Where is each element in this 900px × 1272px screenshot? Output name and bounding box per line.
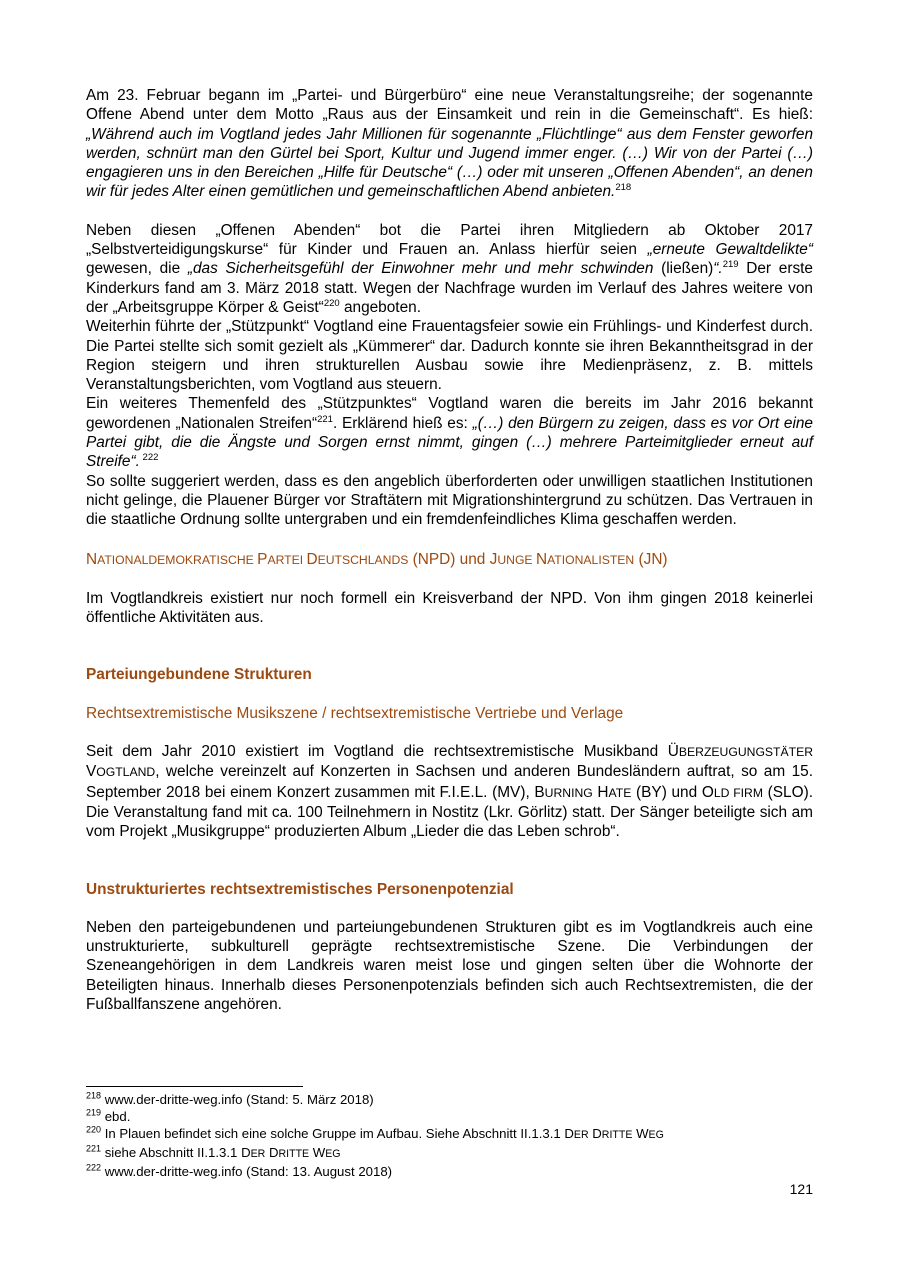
paragraph-text: angeboten. [339, 298, 421, 316]
paragraph-text: Am 23. Februar begann im „Partei- und Bürgerbüro“ eine neue Veranstaltungsreihe; der sogenannte Offene Abend unter dem Motto „Raus aus der Einsamkeit und rein in die Gemeinschaft“. Es hieß: [86, 87, 813, 124]
paragraph-frauentag: Weiterhin führte der „Stützpunkt“ Vogtland eine Frauentagsfeier sowie ein Frühlings- und Kinderfest durch. Die Partei stellte sich somit gezielt als „Kümmerer“ dar. Dadurch konnte sie ihren Bekanntheitsgrad in der Region steigern und ihren strukturellen Ausbau sowie ihre Medienpräsenz, z. B. mittels Veranstaltungsberichten, vom Vogtland aus steuern. [86, 318, 813, 394]
quote-text: “. [713, 260, 723, 278]
page-number: 121 [789, 1181, 813, 1197]
paragraph-selbstverteidigung [86, 221, 813, 317]
footnote-ref-221[interactable]: 221 [317, 413, 333, 425]
document-body [86, 86, 813, 1014]
quote-text: „(…) den Bürgern zu zeigen, dass es vor Ort eine Partei gibt, die die Ängste und Sorgen ernst nimmt, gingen (…) mehrere Parteimitglieder erneut auf Streife“. [86, 414, 813, 471]
paragraph-text: Neben diesen „Offenen Abenden“ bot die Partei ihren Mitgliedern ab Oktober 2017 „Selbstverteidigungskurse“ für Kinder und Frauen an. Anlass hierfür seien [86, 221, 813, 259]
footnote-ref-222[interactable]: 222 [139, 452, 159, 464]
footnote-219: $^{219}$ ebd. [86, 1107, 131, 1124]
section-heading-npd: NATIONALDEMOKRATISCHE PARTEI DEUTSCHLANDS (NPD) und JUNGE NATIONALISTEN (JN) [86, 550, 668, 568]
footnote-ref-220[interactable]: 220 [323, 297, 340, 309]
footnote-218: $^{218}$ www.der-dritte-weg.info (Stand: 5. März 2018) [86, 1090, 374, 1107]
paragraph-offener-abend [86, 86, 813, 202]
paragraph-unstrukturiert: Neben den parteigebundenen und parteiungebundenen Strukturen gibt es im Vogtlandkreis auch eine unstrukturierte, subkulturell geprägte rechtsextremistische Szene. Die Verbindungen der Szeneangehörigen in dem Landkreis waren meist lose und gingen selten über die Wohnorte der Beteiligten hinaus. Innerhalb dieses Personenpotenzials befinden sich auch Rechtsextremisten, die der Fußballfanszene angehören. [86, 918, 813, 1013]
paragraph-streifen [86, 394, 813, 471]
paragraph-text: Ein weiteres Themenfeld des „Stützpunktes“ Vogtland waren die bereits im Jahr 2016 bekannt gewordenen „Nationalen Streifen“ [86, 395, 813, 432]
paragraph-musikband: Seit dem Jahr 2010 existiert im Vogtland die rechtsextremistische Musikband ÜBERZEUGUNGSTÄTER VOGTLAND, welche vereinzelt auf Konzerten in Sachsen und anderen Bundesländern auftrat, so am 15. September 2018 bei einem Konzert zusammen mit F.I.E.L. (MV), BURNING HATE (BY) und OLD FIRM (SLO). Die Veranstaltung fand mit ca. 100 Teilnehmern in Nostitz (Lkr. Görlitz) statt. Der Sänger beteiligte sich am vom Projekt „Musikgruppe“ produzierten Album „Lieder die das Leben schrob“. [86, 743, 813, 841]
quote-text: „erneute Gewaltdelikte“ [647, 241, 813, 259]
section-heading-parteiungebunden: Parteiungebundene Strukturen [86, 666, 312, 684]
paragraph-npd: Im Vogtlandkreis existiert nur noch formell ein Kreisverband der NPD. Von ihm gingen 2018 keinerlei öffentliche Aktivitäten aus. [86, 589, 813, 627]
footnote-ref-219[interactable]: 219 [722, 259, 739, 271]
quote-text: „das Sicherheitsgefühl der Einwohner mehr und mehr schwinden [187, 260, 654, 278]
paragraph-suggeriert: So sollte suggeriert werden, dass es den angeblich überforderten oder unwilligen staatlichen Institutionen nicht gelinge, die Plauener Bürger vor Straftätern mit Migrationshintergrund zu schützen. Das Vertrauen in die staatliche Ordnung sollte untergraben und ein fremdenfeindliches Klima geschaffen werden. [86, 472, 813, 529]
footnote-221: $^{221}$ siehe Abschnitt II.1.3.1 DER DRITTE WEG [86, 1143, 341, 1160]
footnote-ref-218[interactable]: 218 [615, 182, 632, 194]
footnote-222: $^{222}$ www.der-dritte-weg.info (Stand: 13. August 2018) [86, 1162, 393, 1179]
paragraph-text: gewesen, die [86, 260, 188, 278]
footnotes [86, 1086, 813, 1180]
quote-text: „Während auch im Vogtland jedes Jahr Millionen für sogenannte „Flüchtlinge“ aus dem Fenster geworfen werden, schnürt man den Gürtel bei Sport, Kultur und Jugend immer enger. (…) Wir von der Partei (…) engagieren uns in den Bereichen „Hilfe für Deutsche“ (…) oder mit unseren „Offenen Abenden“, an denen wir für jedes Alter einen gemütlichen und gemeinschaftlichen Abend anbieten. [86, 125, 813, 201]
footnote-divider [86, 1086, 303, 1087]
paragraph-text: . Erklärend hieß es: [332, 414, 473, 432]
paragraph-text: Der erste Kinderkurs fand am 3. März 2018 statt. Wegen der Nachfrage wurden im Verlauf des Jahres weitere von der „Arbeitsgruppe Körper & Geist“ [86, 260, 813, 316]
paragraph-text: (ließen) [653, 260, 714, 278]
section-heading-unstrukturiert: Unstrukturiertes rechtsextremistisches Personenpotenzial [86, 880, 514, 898]
footnote-220: $^{220}$ In Plauen befindet sich eine solche Gruppe im Aufbau. Siehe Abschnitt II.1.3.1 DER DRITTE WEG [86, 1124, 664, 1141]
section-heading-musikszene: Rechtsextremistische Musikszene / rechtsextremistische Vertriebe und Verlage [86, 704, 624, 722]
